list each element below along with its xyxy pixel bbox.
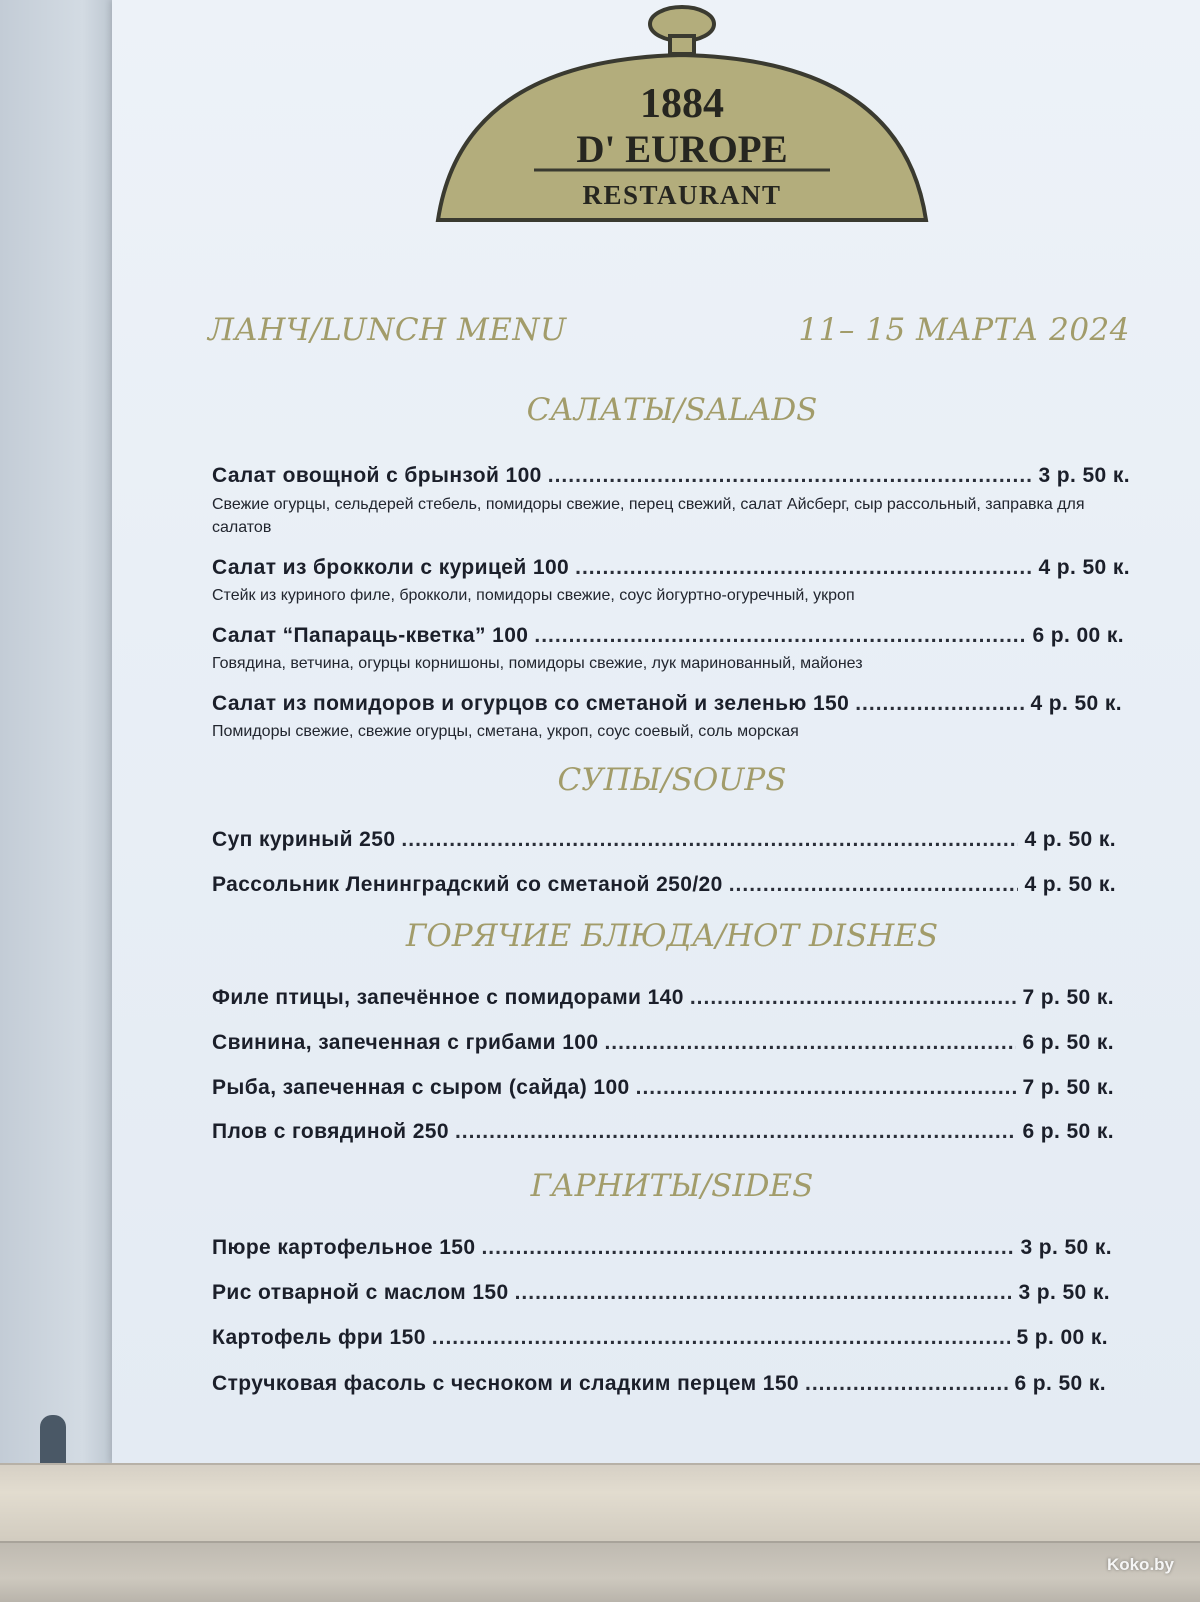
menu-item [212, 556, 1130, 580]
dot-leader [481, 1236, 1014, 1260]
item-name: Рис отварной с маслом 150 [212, 1281, 509, 1304]
menu-dates: 11– 15 МАРТА 2024 [798, 312, 1130, 348]
item-price: 6 р. 50 к. [1022, 1031, 1114, 1054]
logo-year: 1884 [640, 81, 724, 127]
dot-leader [455, 1120, 1016, 1144]
dot-leader [575, 556, 1032, 580]
item-name: Стручковая фасоль с чесноком и сладким перцем 150 [212, 1372, 799, 1395]
item-name: Салат из помидоров и огурцов со сметаной и зеленью 150 [212, 692, 850, 715]
menu-item [212, 986, 1114, 1010]
item-price: 6 р. 50 к. [1022, 1120, 1114, 1143]
item-price: 4 р. 50 к. [1024, 828, 1116, 851]
dot-leader [636, 1076, 1017, 1100]
restaurant-logo [434, 0, 930, 230]
menu-item [212, 1076, 1114, 1100]
item-name: Рассольник Ленинградский со сметаной 250/20 [212, 873, 723, 896]
item-description: Говядина, ветчина, огурцы корнишоны, помидоры свежие, лук маринованный, майонез [212, 655, 863, 672]
item-name: Плов с говядиной 250 [212, 1120, 449, 1143]
item-price: 3 р. 50 к. [1018, 1281, 1110, 1304]
menu-item [212, 1120, 1114, 1144]
item-price: 4 р. 50 к. [1024, 873, 1116, 896]
item-name: Филе птицы, запечённое с помидорами 140 [212, 986, 684, 1009]
item-price: 3 р. 50 к. [1020, 1236, 1112, 1259]
menu-item [212, 873, 1116, 897]
dot-leader [690, 986, 1017, 1010]
dot-leader [855, 692, 1024, 716]
menu-item [212, 1326, 1108, 1350]
item-price: 6 р. 50 к. [1014, 1372, 1106, 1395]
menu-item [212, 1236, 1112, 1260]
section-title-sides: ГАРНИТЫ/SIDES [530, 1168, 814, 1204]
menu-item [212, 1372, 1106, 1396]
item-name: Салат из брокколи с курицей 100 [212, 556, 570, 579]
item-price: 3 р. 50 к. [1038, 464, 1130, 487]
item-name: Салат овощной с брынзой 100 [212, 464, 542, 487]
item-description: Свежие огурцы, сельдерей стебель, помидоры свежие, перец свежий, салат Айсберг, сыр рассольный, заправка для салатов [212, 496, 1085, 536]
item-name: Пюре картофельное 150 [212, 1236, 476, 1259]
item-price: 7 р. 50 к. [1022, 986, 1114, 1009]
menu-item [212, 828, 1116, 852]
dot-leader [432, 1326, 1011, 1350]
menu-holder-clip [40, 1415, 66, 1465]
item-price: 6 р. 00 к. [1032, 624, 1124, 647]
dot-leader [401, 828, 1018, 852]
item-price: 7 р. 50 к. [1022, 1076, 1114, 1099]
dot-leader [604, 1031, 1016, 1055]
logo-name: D' EUROPE [576, 128, 788, 171]
menu-title: ЛАНЧ/LUNCH MENU [208, 312, 567, 348]
item-price: 4 р. 50 к. [1030, 692, 1122, 715]
menu-item [212, 1281, 1110, 1305]
watermark: Koko.by [1106, 1555, 1174, 1574]
dot-leader [548, 464, 1033, 488]
item-name: Салат “Папараць-кветка” 100 [212, 624, 529, 647]
item-name: Картофель фри 150 [212, 1326, 426, 1349]
menu-item [212, 464, 1130, 488]
dot-leader [534, 624, 1026, 648]
item-description: Помидоры свежие, свежие огурцы, сметана, укроп, соус соевый, соль морская [212, 723, 799, 740]
frame-upper-rail [0, 1463, 1200, 1543]
dot-leader [805, 1372, 1008, 1396]
logo-subtitle: RESTAURANT [582, 180, 782, 210]
frame-lower-rail [0, 1541, 1200, 1602]
section-title-soups: СУПЫ/SOUPS [557, 762, 787, 798]
menu-item [212, 1031, 1114, 1055]
dot-leader [515, 1281, 1013, 1305]
section-title-salads: САЛАТЫ/SALADS [526, 392, 818, 428]
wall-background [0, 0, 118, 1465]
item-name: Рыба, запеченная с сыром (сайда) 100 [212, 1076, 630, 1099]
item-name: Суп куриный 250 [212, 828, 396, 851]
section-title-hot-dishes: ГОРЯЧИЕ БЛЮДА/HOT DISHES [405, 918, 939, 954]
menu-item [212, 692, 1122, 716]
item-price: 4 р. 50 к. [1038, 556, 1130, 579]
item-description: Стейк из куриного филе, брокколи, помидоры свежие, соус йогуртно-огуречный, укроп [212, 587, 855, 604]
item-price: 5 р. 00 к. [1016, 1326, 1108, 1349]
menu-item [212, 624, 1124, 648]
dot-leader [729, 873, 1019, 897]
item-name: Свинина, запеченная с грибами 100 [212, 1031, 599, 1054]
